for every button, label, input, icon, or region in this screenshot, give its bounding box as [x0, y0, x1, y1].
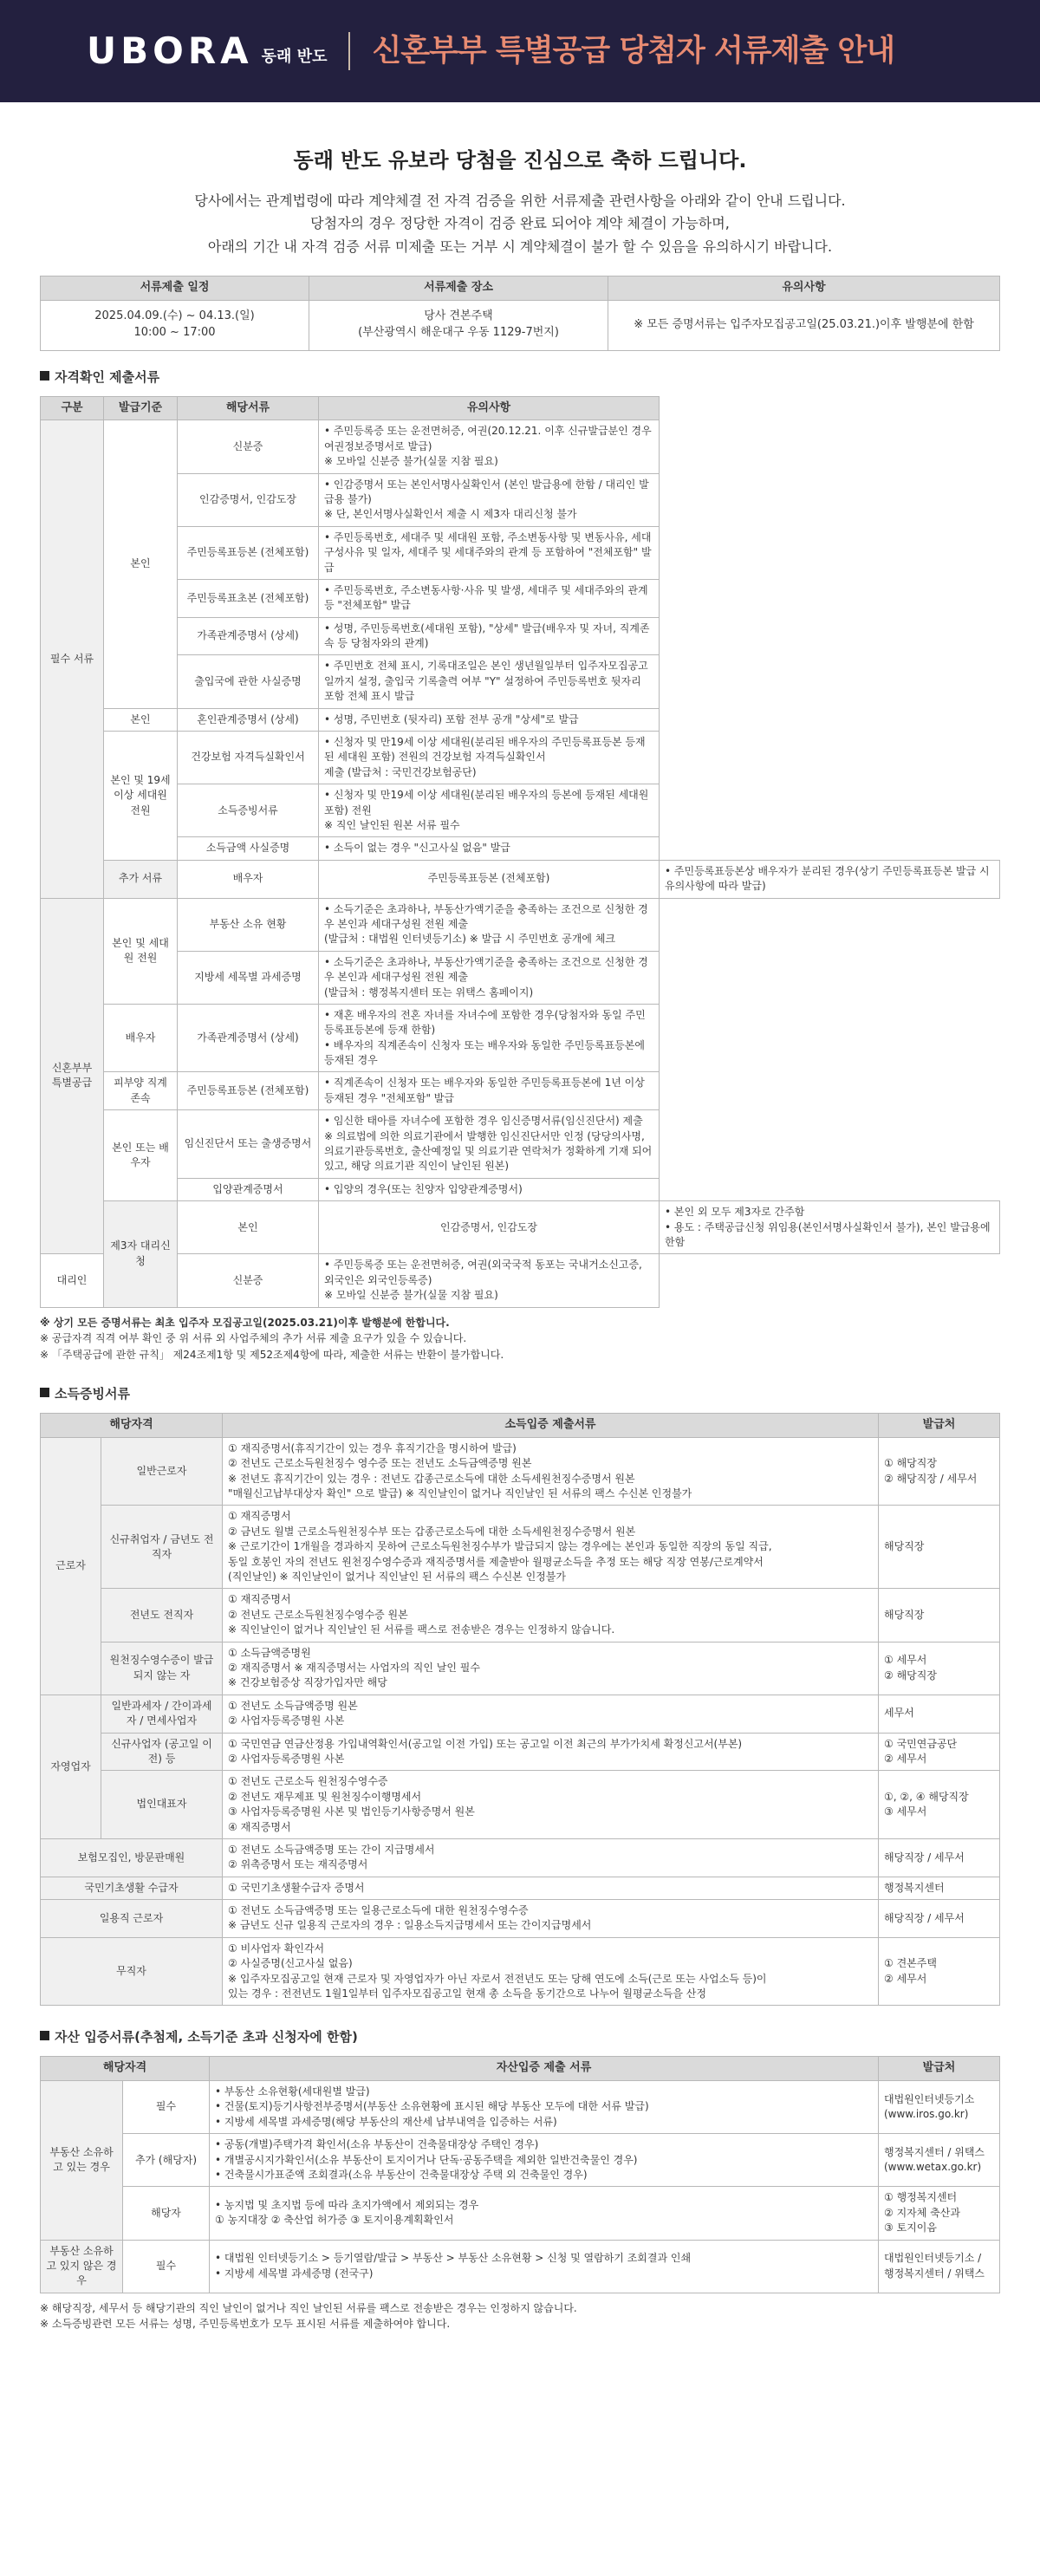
section-notes	[40, 2300, 1000, 2332]
issuer-line: ② 세무서	[884, 1752, 927, 1765]
doc-line: • 건물(토지)등기사항전부증명서(부동산 소유현황에 표시된 해당 부동산 모두에 대한 서류 발급)	[215, 2100, 649, 2113]
issuer-line: 해당직장 / 세무서	[884, 1911, 965, 1924]
issuer-line: ① 견본주택	[884, 1957, 937, 1970]
issuer-line: ① 해당직장	[884, 1457, 937, 1470]
table-row	[41, 1877, 1000, 1899]
group-label: 부동산 소유하고 있지 않은 경우	[41, 2240, 123, 2293]
intro-text	[40, 190, 1000, 258]
section-notes	[40, 1315, 1000, 1363]
ubora-logo: UBORA	[87, 29, 253, 72]
issue-basis: 피부양 직계존속	[104, 1072, 178, 1110]
table-row	[41, 420, 1000, 473]
section-title-text: 자산 입증서류(추첨제, 소득기준 초과 신청자에 한함)	[55, 2029, 358, 2046]
table-row	[41, 951, 1000, 1004]
document-name: 주민등록표등본 (전체포함)	[178, 526, 319, 579]
document-list	[223, 1733, 879, 1771]
issuer-line: ① 국민연금공단	[884, 1737, 958, 1750]
document-note	[319, 473, 660, 526]
issue-basis: 대리인	[41, 1254, 104, 1307]
doc-line: ② 전년도 재무제표 및 원천징수이행명세서	[228, 1790, 422, 1803]
issue-basis: 본인	[178, 1201, 319, 1254]
table-row	[41, 860, 1000, 898]
document-note	[319, 951, 660, 1004]
issuer-line: ① 세무서	[884, 1654, 927, 1667]
table-row	[41, 1695, 1000, 1733]
col-header: 구분	[41, 396, 104, 420]
issue-basis: 본인 및 세대원 전원	[104, 898, 178, 1004]
sub-qualification: 필수	[123, 2240, 210, 2293]
header-banner	[0, 0, 1040, 102]
group-label: 자영업자	[41, 1695, 101, 1838]
document-name: 부동산 소유 현황	[178, 898, 319, 951]
group-label: 신혼부부 특별공급	[41, 898, 104, 1254]
issuer-line: 해당직장	[884, 1540, 925, 1553]
note-line: (발급처 : 대법원 인터넷등기소) ※ 발급 시 주민번호 공개에 체크	[324, 933, 616, 946]
table-row	[41, 1254, 1000, 1307]
doc-line: ① 전년도 소득금액증명 원본	[228, 1699, 358, 1712]
issuer	[879, 1695, 1000, 1733]
schedule-table	[40, 276, 1000, 351]
note-line: 제출 (발급처 : 국민건강보험공단)	[324, 765, 477, 778]
section-bullet	[40, 371, 49, 381]
col-header: 해당자격	[41, 2057, 210, 2081]
document-list	[210, 2187, 879, 2240]
issuer	[879, 1771, 1000, 1839]
section-title	[40, 2028, 1000, 2047]
note-line: • 용도 : 주택공급신청 위임용(본인서명사실확인서 불가), 본인 발급용에 한함	[665, 1220, 991, 1248]
note-line: ※ 상기 모든 증명서류는 최초 입주자 모집공고일(2025.03.21)이후 발행분에 한합니다.	[40, 1316, 450, 1329]
doc-line: ① 소득금액증명원	[228, 1646, 311, 1659]
col-header: 발급처	[879, 2057, 1000, 2081]
table-row	[41, 617, 1000, 655]
document-name: 건강보험 자격득실확인서	[178, 732, 319, 784]
doc-line: ② 금년도 월별 근로소득원천징수부 또는 갑종근로소득에 대한 소득세원천징수증명서 원본	[228, 1525, 636, 1538]
note-line: • 본인 외 모두 제3자로 간주함	[665, 1206, 805, 1219]
sub-qualification: 해당자	[123, 2187, 210, 2240]
table-row	[41, 1201, 1000, 1254]
note-line: ※ 해당직장, 세무서 등 해당기관의 직인 날인이 없거나 직인 날인된 서류를 팩스로 전송받은 경우는 인정하지 않습니다.	[40, 2301, 577, 2314]
col-header: 발급처	[879, 1414, 1000, 1438]
table-row	[41, 2081, 1000, 2134]
note-line: ※ 공급자격 직격 여부 확인 중 위 서류 외 사업주체의 추가 서류 제출 요구가 있을 수 있습니다.	[40, 1332, 467, 1345]
table-row	[41, 708, 1000, 731]
congrats-title: 동래 반도 유보라 당첨을 진심으로 축하 드립니다.	[293, 148, 747, 172]
note-line: ※ 단, 본인서명사실확인서 제출 시 제3자 대리신청 불가	[324, 508, 577, 521]
issue-basis: 본인	[104, 420, 178, 708]
doc-line: • 농지법 및 초지법 등에 따라 초지가액에서 제외되는 경우	[215, 2199, 479, 2212]
issuer-line: ② 해당직장	[884, 1669, 937, 1682]
document-note	[319, 732, 660, 784]
issuer-line: ② 지자체 축산과	[884, 2206, 960, 2219]
qualification: 보험모집인, 방문판매원	[41, 1838, 223, 1877]
document-list	[223, 1589, 879, 1642]
document-note	[319, 1254, 660, 1307]
group-label: 필수 서류	[41, 420, 104, 898]
document-list	[210, 2081, 879, 2134]
document-note	[319, 1004, 660, 1072]
note-line: ※ 「주택공급에 관한 규칙」 제24조제1항 및 제52조제4항에 따라, 제출한 서류는 반환이 불가합니다.	[40, 1348, 504, 1361]
issuer-line: 해당직장	[884, 1608, 925, 1621]
issuer-line: ①, ②, ④ 해당직장	[884, 1790, 969, 1803]
doc-line: ① 국민기초생활수급자 증명서	[228, 1881, 365, 1894]
sub-qualification: 일반근로자	[101, 1437, 223, 1506]
document-name: 입양관계증명서	[178, 1178, 319, 1200]
note-line: • 소득기준은 초과하나, 부동산가액기준을 충족하는 조건으로 신청한 경우 본인과 세대구성원 전원 제출	[324, 955, 648, 984]
doc-line: ② 위촉증명서 또는 재직증명서	[228, 1858, 368, 1871]
group-label: 제3자 대리신청	[104, 1201, 178, 1307]
table-row	[41, 2240, 1000, 2293]
note-line: • 인감증명서 또는 본인서명사실확인서 (본인 발급용에 한함 / 대리인 발급용 불가)	[324, 478, 649, 505]
intro-line: 당첨자의 경우 정당한 자격이 검증 완료 되어야 계약 체결이 가능하며,	[310, 215, 730, 232]
note-line: • 배우자의 직계존속이 신청자 또는 배우자와 동일한 주민등록표등본에 등재된 경우	[324, 1038, 645, 1067]
document-note	[319, 1072, 660, 1110]
issuer	[879, 1937, 1000, 2006]
table-row	[41, 579, 1000, 617]
table-row	[41, 1838, 1000, 1877]
document-note	[319, 1178, 660, 1200]
doc-line: ② 사실증명(신고사실 없음)	[228, 1957, 353, 1970]
table-row	[41, 1004, 1000, 1072]
doc-line: ※ 건강보험증상 직장가입자만 해당	[228, 1676, 387, 1689]
issuer	[879, 2187, 1000, 2240]
doc-line: ※ 금년도 신규 일용직 근로자의 경우 : 일용소득지급명세서 또는 간이지급명세서	[228, 1919, 592, 1932]
issuer	[879, 1642, 1000, 1695]
document-name: 주민등록표등본 (전체포함)	[319, 860, 660, 898]
document-list	[210, 2240, 879, 2293]
issue-basis: 배우자	[104, 1004, 178, 1072]
document-note	[319, 1110, 660, 1179]
table-row	[41, 526, 1000, 579]
doc-line: ① 재직증명서	[228, 1510, 291, 1523]
doc-line: ③ 사업자등록증명원 사본 및 법인등기사항증명서 원본	[228, 1805, 475, 1818]
schedule-header: 서류제출 일정	[41, 276, 309, 300]
table-row	[41, 898, 1000, 951]
document-name: 주민등록표등본 (전체포함)	[178, 1072, 319, 1110]
note-line: • 주민등록증 또는 운전면허증, 여권(외국국적 동포는 국내거소신고증, 외국인은 외국인등록증)	[324, 1259, 642, 1286]
note-line: • 소득기준은 초과하나, 부동산가액기준을 충족하는 조건으로 신청한 경우 본인과 세대구성원 전원 제출	[324, 902, 648, 930]
table-row	[41, 655, 1000, 708]
sub-qualification: 일반과세자 / 간이과세자 / 면세사업자	[101, 1695, 223, 1733]
issuer-line: (www.wetax.go.kr)	[884, 2161, 982, 2174]
issuer	[879, 1838, 1000, 1877]
document-name: 가족관계증명서 (상세)	[178, 617, 319, 655]
document-list	[223, 1437, 879, 1506]
issue-basis: 본인 또는 배우자	[104, 1110, 178, 1201]
issuer-line: ② 세무서	[884, 1972, 927, 1985]
note-line: ※ 소득증빙관련 모든 서류는 성명, 주민등록번호가 모두 표시된 서류를 제출하여야 합니다.	[40, 2318, 451, 2331]
document-note	[319, 617, 660, 655]
issuer-line: 행정복지센터 / 위택스	[884, 2145, 985, 2158]
document-note	[319, 784, 660, 837]
note-line: ※ 모바일 신분증 불가(실물 지참 필요)	[324, 1289, 498, 1302]
note-line: • 성명, 주민등록번호(세대원 포함), "상세" 발급(배우자 및 자녀, 직계존속 등 당첨자와의 관계)	[324, 621, 650, 650]
document-list	[223, 1506, 879, 1589]
issuer	[879, 1589, 1000, 1642]
table-row	[41, 784, 1000, 837]
document-list	[223, 1937, 879, 2006]
schedule-date-cell	[41, 300, 309, 350]
note-line: • 임신한 태아를 자녀수에 포함한 경우 임신증명서류(임신진단서) 제출	[324, 1115, 643, 1128]
sub-qualification: 신규사업자 (공고일 이전) 등	[101, 1733, 223, 1771]
note-line: • 성명, 주민번호 (뒷자리) 포함 전부 공개 "상세"로 발급	[324, 712, 579, 725]
section-title	[40, 368, 1000, 387]
document-name: 지방세 세목별 과세증명	[178, 951, 319, 1004]
doc-line: ※ 전년도 휴직기간이 있는 경우 : 전년도 갑종근로소득에 대한 소득세원천징수증명서 원본	[228, 1472, 635, 1485]
schedule-time: 10:00 ~ 17:00	[133, 326, 216, 340]
note-line: • 신청자 및 만19세 이상 세대원(분리된 배우자의 등본에 등재된 세대원 포함) 전원	[324, 789, 649, 816]
note-line: • 주민등록번호, 주소변동사항·사유 및 발생, 세대주 및 세대주와의 관계 등 "전체포함" 발급	[324, 583, 648, 612]
intro-line: 아래의 기간 내 자격 검증 서류 미제출 또는 거부 시 계약체결이 불가 할 수 있음을 유의하시기 바랍니다.	[207, 237, 833, 255]
document-name: 가족관계증명서 (상세)	[178, 1004, 319, 1072]
section-title	[40, 1385, 1000, 1404]
col-header: 해당자격	[41, 1414, 223, 1438]
doc-line: • 부동산 소유현황(세대원별 발급)	[215, 2085, 370, 2098]
issuer	[879, 1506, 1000, 1589]
issuer-line: 세무서	[884, 1707, 914, 1720]
issue-basis: 본인 및 19세 이상 세대원 전원	[104, 732, 178, 861]
table-row	[41, 473, 1000, 526]
schedule-address: (부산광역시 해운대구 우동 1129-7번지)	[358, 326, 559, 340]
doc-line: • 공동(개별)주택가격 확인서(소유 부동산이 건축물대장상 주택인 경우)	[215, 2138, 539, 2151]
doc-line: ① 재직증명서(휴직기간이 있는 경우 휴직기간을 명시하여 발급)	[228, 1441, 517, 1454]
sub-qualification: 필수	[123, 2081, 210, 2134]
issuer-line: 대법원인터넷등기소 /	[884, 2252, 982, 2265]
table-row	[41, 1937, 1000, 2006]
table-row	[41, 1589, 1000, 1642]
doc-line: ① 비사업자 확인각서	[228, 1942, 325, 1955]
doc-line: ※ 입주자모집공고일 현재 근로자 및 자영업자가 아닌 자로서 전전년도 또는 당해 연도에 소득(근로 또는 사업소득 등)이	[228, 1972, 767, 1985]
doc-line: 동일 호봉인 자의 전년도 원천징수영수증과 재직증명서를 제출받아 월평균소득을 추정 또는 해당 직장 연봉/근로계약서	[228, 1555, 764, 1568]
doc-line: • 지방세 세목별 과세증명 (전국구)	[215, 2267, 374, 2280]
document-list	[223, 1642, 879, 1695]
doc-line: "매월신고납부대상자 확인" 으로 발급) ※ 직인날인이 없거나 직인날인 된 서류의 팩스 수신본 인정불가	[228, 1487, 692, 1500]
document-list	[223, 1771, 879, 1839]
note-line: ※ 모바일 신분증 불가(실물 지참 필요)	[324, 455, 498, 468]
qualification-docs-table	[40, 396, 1000, 1308]
issuer-line: ② 해당직장 / 세무서	[884, 1472, 978, 1485]
issuer-line: 행정복지센터	[884, 1881, 945, 1894]
note-line: • 주민등록표등본상 배우자가 분리된 경우(상기 주민등록표등본 발급 시 유의사항에 따라 발급)	[665, 864, 990, 893]
col-header: 해당서류	[178, 396, 319, 420]
issuer	[879, 2134, 1000, 2187]
document-name: 출입국에 관한 사실증명	[178, 655, 319, 708]
issuer-line: ③ 세무서	[884, 1805, 927, 1818]
table-row	[41, 1437, 1000, 1506]
doc-line: ② 전년도 근로소득원천징수 영수증 또는 전년도 소득금액증명 원본	[228, 1457, 532, 1470]
issuer	[879, 1877, 1000, 1899]
document-list	[223, 1877, 879, 1899]
income-docs-table	[40, 1413, 1000, 2006]
table-row	[41, 732, 1000, 784]
page-title: 신혼부부 특별공급 당첨자 서류제출 안내	[372, 33, 895, 68]
note-line: ※ 의료법에 의한 의료기관에서 발행한 임신진단서만 인정 (당당의사명, 의료기관등록번호, 출산예정일 및 의료기관 연락처가 정확하게 기재 되어 있고, 해당 의료기관 직인이 날인된 원본)	[324, 1129, 653, 1173]
document-note	[319, 420, 660, 473]
doc-line: ② 재직증명서 ※ 재직증명서는 사업자의 직인 날인 필수	[228, 1662, 480, 1674]
note-line: (발급처 : 행정복지센터 또는 위택스 홈페이지)	[324, 986, 534, 999]
issuer	[879, 2240, 1000, 2293]
sub-qualification: 신규취업자 / 금년도 전직자	[101, 1506, 223, 1589]
document-note	[319, 579, 660, 617]
document-name: 주민등록표초본 (전체포함)	[178, 579, 319, 617]
doc-line: ① 재직증명서	[228, 1593, 291, 1606]
schedule-header: 유의사항	[608, 276, 1000, 300]
col-header: 발급기준	[104, 396, 178, 420]
document-note	[319, 655, 660, 708]
table-row	[41, 837, 1000, 860]
document-note	[319, 837, 660, 860]
issuer	[879, 1733, 1000, 1771]
doc-line: ① 전년도 근로소득 원천징수영수증	[228, 1775, 388, 1788]
note-line: • 입양의 경우(또는 친양자 입양관계증명서)	[324, 1182, 523, 1195]
document-name: 임신진단서 또는 출생증명서	[178, 1110, 319, 1179]
doc-line: ① 전년도 소득금액증명 또는 간이 지급명세서	[228, 1843, 435, 1856]
doc-line: ※ 근로기간이 1개월을 경과하지 못하여 근로소득원천징수부가 발급되지 않는 경우에는 본인과 동일한 직장의 동일 직급,	[228, 1540, 772, 1553]
table-row	[41, 1771, 1000, 1839]
table-row	[41, 2187, 1000, 2240]
col-header: 자산입증 제출 서류	[210, 2057, 879, 2081]
note-line: • 주민등록증 또는 운전면허증, 여권(20.12.21. 이후 신규발급분인 경우 여권정보증명서로 발급)	[324, 425, 652, 452]
note-line: • 재혼 배우자의 전혼 자녀를 자녀수에 포함한 경우(당첨자와 동일 주민등록표등본에 등재 한함)	[324, 1008, 646, 1037]
note-line: ※ 직인 날인된 원본 서류 필수	[324, 819, 460, 831]
col-header: 소득입증 제출서류	[223, 1414, 879, 1438]
sub-qualification: 법인대표자	[101, 1771, 223, 1839]
doc-line: ② 사업자등록증명원 사본	[228, 1714, 345, 1727]
section-bullet	[40, 2031, 49, 2040]
note-line: • 소득이 없는 경우 "신고사실 없음" 발급	[324, 842, 510, 855]
note-line: • 주민등록번호, 세대주 및 세대원 포함, 주소변동사항 및 변동사유, 세대구성사유 및 일자, 세대주 및 세대주와의 관계 등 포함하여 "전체포함" 발급	[324, 530, 652, 574]
doc-line: ① 국민연금 연금산정용 가입내역확인서(공고일 이전 가입) 또는 공고일 이전 최근의 부가가치세 확정신고서(부본)	[228, 1737, 743, 1750]
document-list	[223, 1838, 879, 1877]
asset-docs-table	[40, 2056, 1000, 2293]
table-row	[41, 1642, 1000, 1695]
schedule-place-cell	[309, 300, 608, 350]
doc-line: ④ 재직증명서	[228, 1820, 291, 1833]
document-list	[210, 2134, 879, 2187]
doc-line: • 건축물시가표준액 조회결과(소유 부동산이 건축물대장상 주택 외 건축물인 경우)	[215, 2168, 588, 2181]
issuer	[879, 1900, 1000, 1938]
header-divider	[348, 32, 350, 70]
schedule-place: 당사 견본주택	[424, 309, 493, 323]
issuer	[879, 1437, 1000, 1506]
document-name: 인감증명서, 인감도장	[178, 473, 319, 526]
schedule-header: 서류제출 장소	[309, 276, 608, 300]
schedule-date: 2025.04.09.(수) ~ 04.13.(일)	[94, 309, 255, 323]
section-bullet	[40, 1388, 49, 1397]
table-row	[41, 2134, 1000, 2187]
issuer	[879, 2081, 1000, 2134]
document-name: 인감증명서, 인감도장	[319, 1201, 660, 1254]
issuer-line: ③ 토지이음	[884, 2221, 937, 2234]
doc-line: 있는 경우 : 전전년도 1월1일부터 입주자모집공고일 현재 총 소득을 동기간으로 나누어 월평균소득을 산정	[228, 1987, 706, 2000]
doc-line: (직인날인) ※ 직인날인이 없거나 직인날인 된 서류의 팩스 수신본 인정불가	[228, 1571, 566, 1584]
section-title-text: 자격확인 제출서류	[55, 368, 160, 385]
issue-basis: 배우자	[178, 860, 319, 898]
issue-basis: 본인	[104, 708, 178, 731]
note-line: • 주민번호 전체 표시, 기록대조일은 본인 생년월일부터 입주자모집공고일까지 설정, 출입국 기록출력 여부 "Y" 설정하여 주민등록번호 뒷자리 포함 전체 표시 발급	[324, 660, 648, 703]
qualification: 무직자	[41, 1937, 223, 2006]
sub-qualification: 원천징수영수증이 발급되지 않는 자	[101, 1642, 223, 1695]
issuer-line: 해당직장 / 세무서	[884, 1851, 965, 1864]
doc-line: ① 전년도 소득금액증명 또는 일용근로소득에 대한 원천징수영수증	[228, 1904, 529, 1917]
document-note	[319, 526, 660, 579]
document-note	[660, 1201, 1000, 1254]
table-row	[41, 1506, 1000, 1589]
table-row	[41, 1178, 1000, 1200]
doc-line: ② 전년도 근로소득원천징수영수증 원본	[228, 1608, 408, 1621]
document-note	[660, 860, 1000, 898]
doc-line: • 지방세 세목별 과세증명(해당 부동산의 재산세 납부내역을 입증하는 서류)	[215, 2115, 557, 2128]
qualification: 국민기초생활 수급자	[41, 1877, 223, 1899]
issuer-line: (www.iros.go.kr)	[884, 2108, 969, 2121]
document-name: 신분증	[178, 1254, 319, 1307]
group-label: 근로자	[41, 1437, 101, 1695]
doc-line: ① 농지대장 ② 축산업 허가증 ③ 토지이용계획확인서	[215, 2214, 454, 2227]
document-list	[223, 1695, 879, 1733]
issuer-line: 대법원인터넷등기소	[884, 2092, 975, 2105]
document-note	[319, 898, 660, 951]
document-name: 혼인관계증명서 (상세)	[178, 708, 319, 731]
document-name: 소득증빙서류	[178, 784, 319, 837]
sub-qualification: 전년도 전직자	[101, 1589, 223, 1642]
table-row	[41, 1900, 1000, 1938]
section-title-text: 소득증빙서류	[55, 1386, 130, 1402]
document-name: 신분증	[178, 420, 319, 473]
doc-line: • 대법원 인터넷등기소 > 등기열람/발급 > 부동산 > 부동산 소유현황 > 신청 및 열람하기 조회결과 인쇄	[215, 2252, 692, 2265]
group-label: 추가 서류	[104, 860, 178, 898]
doc-line: • 개별공시지가확인서(소유 부동산이 토지이거나 단독·공동주택을 제외한 일반건축물인 경우)	[215, 2153, 638, 2166]
intro-line: 당사에서는 관계법령에 따라 계약체결 전 자격 검증을 위한 서류제출 관련사항을 아래와 같이 안내 드립니다.	[194, 192, 846, 209]
table-row	[41, 1110, 1000, 1179]
note-line: • 직계존속이 신청자 또는 배우자와 동일한 주민등록표등본에 1년 이상 등재된 경우 "전체포함" 발급	[324, 1077, 645, 1104]
note-line: • 신청자 및 만19세 이상 세대원(분리된 배우자의 주민등록표등본 등재된 세대원 포함) 전원의 건강보험 자격득실확인서	[324, 736, 646, 764]
doc-line: ※ 직인날인이 없거나 직인날인 된 서류를 팩스로 전송받은 경우는 인정하지 않습니다.	[228, 1623, 615, 1636]
issuer-line: ① 행정복지센터	[884, 2191, 958, 2204]
schedule-note: ※ 모든 증명서류는 입주자모집공고일(25.03.21.)이후 발행분에 한함	[608, 300, 1000, 350]
group-label: 부동산 소유하고 있는 경우	[41, 2081, 123, 2241]
table-row	[41, 1072, 1000, 1110]
table-row	[41, 1733, 1000, 1771]
qualification: 일용직 근로자	[41, 1900, 223, 1938]
sub-qualification: 추가 (해당자)	[123, 2134, 210, 2187]
col-header: 유의사항	[319, 396, 660, 420]
document-note	[319, 708, 660, 731]
issuer-line: 행정복지센터 / 위택스	[884, 2267, 985, 2280]
logo-subtitle: 동래 반도	[261, 47, 328, 66]
document-list	[223, 1900, 879, 1938]
document-name: 소득금액 사실증명	[178, 837, 319, 860]
doc-line: ② 사업자등록증명원 사본	[228, 1752, 345, 1765]
